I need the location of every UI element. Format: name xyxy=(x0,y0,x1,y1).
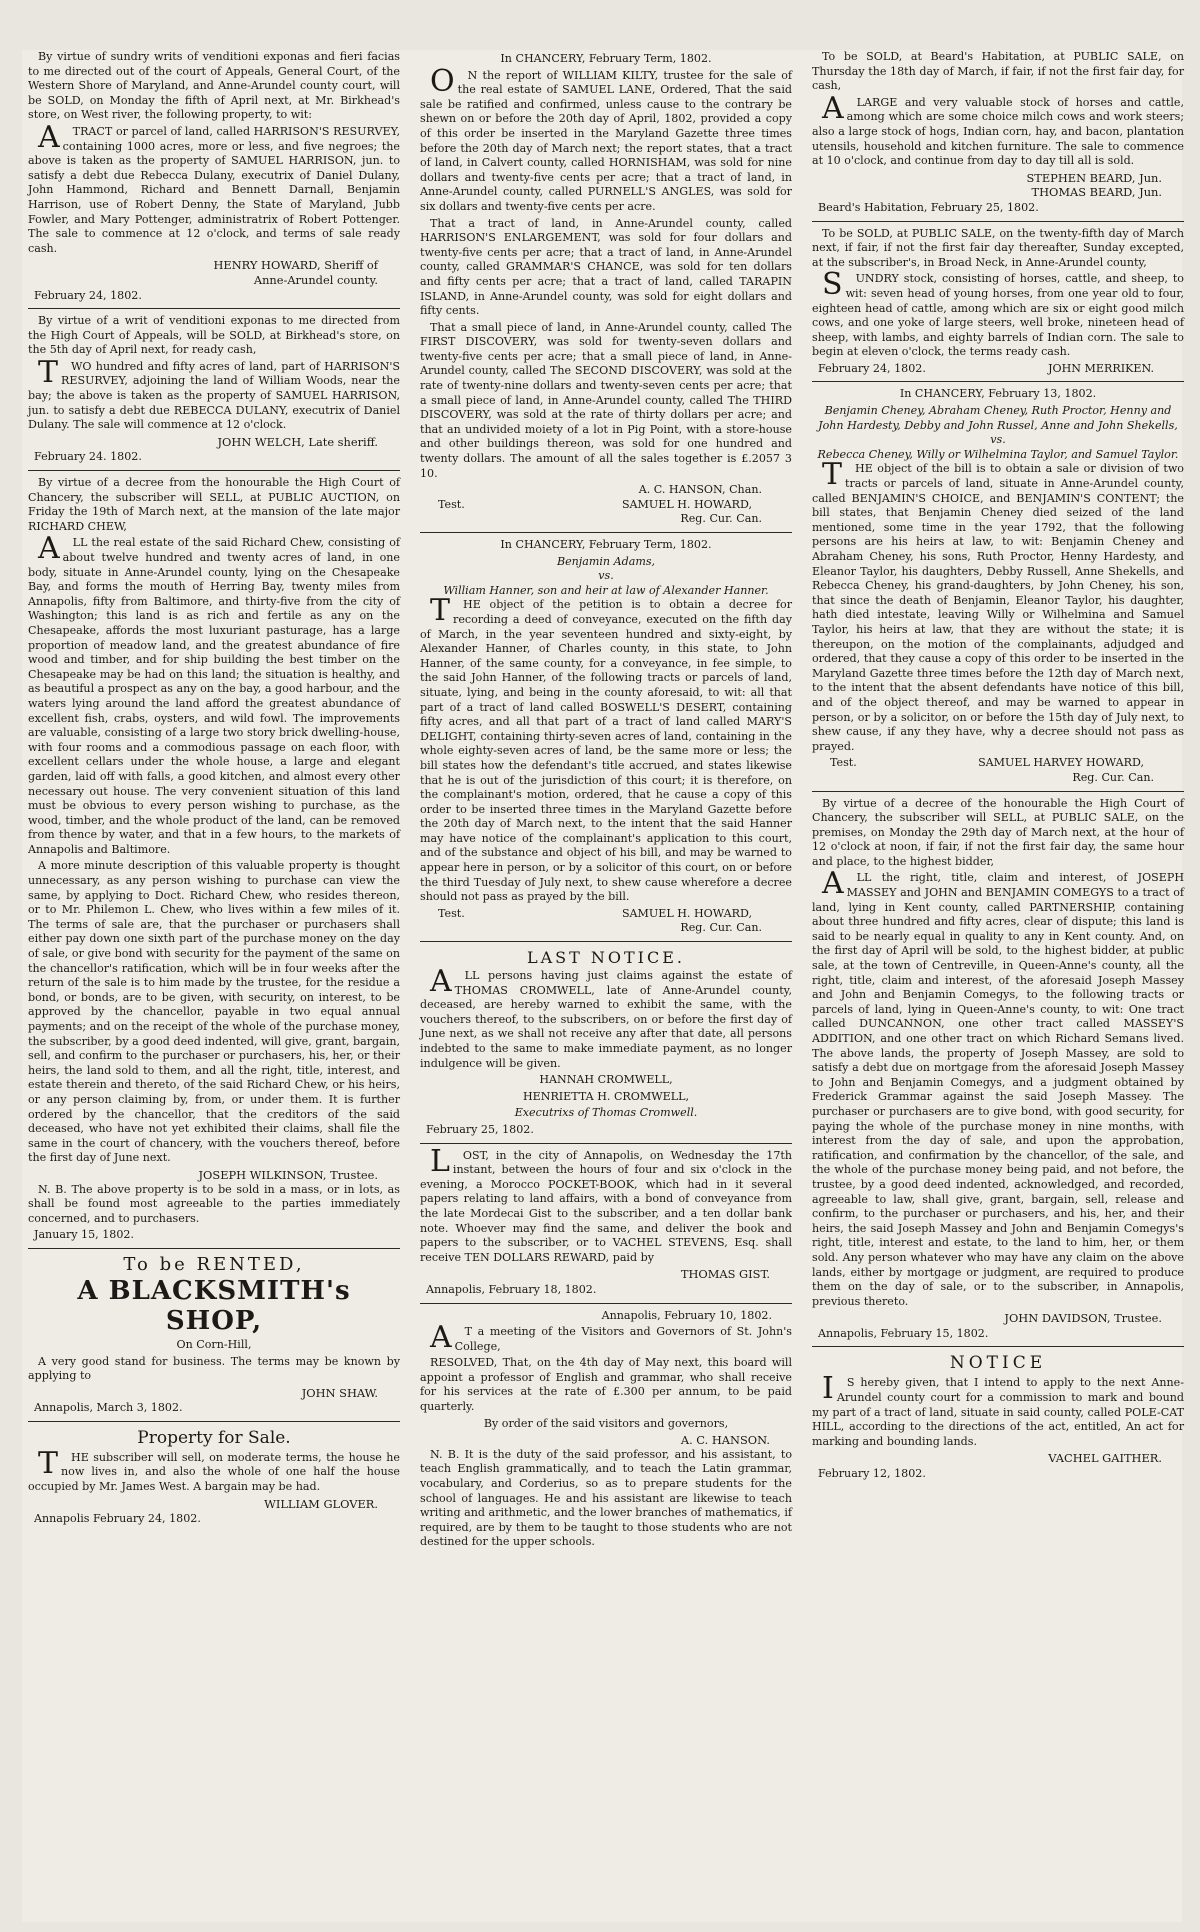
ad-note: N. B. It is the duty of the said professor, and his assistant, to teach English grammatically, and to teach the Latin grammar, vocabulary, and Corderius, so as to prepare students for the school of languages. He and his assistant are likewise to teach writing and arithmetic, and the lower branches of mathematics, if required, are by them to be taught to those students who are not destined for the upper schools. xyxy=(420,1447,792,1549)
ad-last-notice xyxy=(420,947,792,1138)
divider xyxy=(28,1421,400,1422)
ad-subheading: On Corn-Hill, xyxy=(176,1337,252,1351)
ad-date: February 24, 1802. xyxy=(818,361,926,375)
ad-date: February 12, 1802. xyxy=(818,1467,926,1481)
ad-body: O N the report of WILLIAM KILTY, trustee for the sale of the real estate of SAMUEL LANE, Ordered, That the said sale be ratified and confirmed, unless cause to the contrary be shewn on or before the 20th day of April, 1802, provided a copy of this order be inserted in the Maryland Gazette three times before the 20th day of March next; the report states, that a tract of land, in Calvert county, called HORNISHAM, was sold for nine dollars and twenty-five cents per acre; that a tract of land, in Anne-Arundel county, called PURNELL'S ANGLES, was sold for six dollars and twenty-five cents per acre. xyxy=(420,63,792,213)
ad-heading: LAST NOTICE. xyxy=(526,948,685,968)
ad-date: Annapolis, March 3, 1802. xyxy=(34,1401,183,1415)
ad-body-2: A more minute description of this valuable property is thought unnecessary, as any person wishing to purchase can view the same, by applying to Doct. Richard Chew, who resides thereon, or to Mr. Philemon L. Chew, who lives within a few miles of it. The terms of sale are, that the purchaser or purchasers shall either pay down one sixth part of the purchase money on the day of sale, or give bond with security for the payment of the same on the chancellor's ratification, which will be in four weeks after the return of the sale is to him made by the trustee, for the residue a bond, or bonds, are to be given, with security, on interest, to be approved by the chancellor, payable in two equal annual payments; and on the receipt of the whole of the purchase money, the subscriber, by a good deed indented, will give, grant, bargain, sell, and confirm to the purchaser or purchasers, his, her, or their heirs, the land sold to them, and all the right, title, interest, and estate therein and thereto, of the said Richard Chew, or his heirs, or any person claiming by, from, or under them. It is further ordered by the chancellor, that the creditors of the said deceased, who have not yet exhibited their claims, shall file the same in the court of chancery, with the vouchers thereof, before the first day of June next. xyxy=(28,859,400,1165)
ad-blacksmith-shop xyxy=(28,1254,400,1416)
divider xyxy=(28,308,400,309)
signature-title: Reg. Cur. Can. xyxy=(680,921,762,935)
test-label: Test. xyxy=(830,756,857,770)
test-line xyxy=(812,756,1184,771)
divider xyxy=(420,1143,792,1144)
ad-intro: By virtue of sundry writs of venditioni exponas and fieri facias to me directed out of the court of Appeals, General Court, of the Western Shore of Maryland, and Anne-Arundel county court, will be SOLD, on Monday the fifth of April next, at Mr. Birkhead's store, on West river, the following property, to wit: xyxy=(28,50,400,122)
ad-date: January 15, 1802. xyxy=(34,1228,134,1242)
ad-date: Annapolis February 24, 1802. xyxy=(34,1512,201,1526)
signature: JOHN SHAW. xyxy=(301,1385,378,1400)
ad-date: February 25, 1802. xyxy=(426,1122,534,1136)
signature: SAMUEL H. HOWARD, xyxy=(621,497,752,511)
signature: A. C. HANSON, Chan. xyxy=(638,483,762,497)
signature: THOMAS BEARD, Jun. xyxy=(1031,185,1162,200)
column-2 xyxy=(420,50,792,1552)
sig-line xyxy=(812,362,1184,377)
ad-intro: By virtue of a decree of the honourable the High Court of Chancery, the subscriber will SELL, at PUBLIC SALE, on the premises, on Monday the 29th day of March next, at the hour of 12 o'clock at noon, if fair, if not the first fair day, the same hour and place, to the highest bidder, xyxy=(812,796,1184,868)
ad-chancery-cheney xyxy=(812,387,1184,785)
ad-dateline: Annapolis, February 10, 1802. xyxy=(601,1308,772,1322)
divider xyxy=(28,1248,400,1249)
test-line xyxy=(420,498,792,513)
divider xyxy=(420,1303,792,1304)
ad-chancery-lane xyxy=(420,52,792,527)
signature: SAMUEL HARVEY HOWARD, xyxy=(978,756,1144,770)
ad-body: A TRACT or parcel of land, called HARRISON'S RESURVEY, containing 1000 acres, more or less, and five negroes; the above is taken as the property of SAMUEL HARRISON, jun. to satisfy a debt due Rebecca Dulany, executrix of Daniel Dulany, John Hammond, Richard and Bennett Darnall, Benjamin Harrison, use of Robert Denny, the State of Maryland, Jubb Fowler, and Mary Pottenger, administratrix of Robert Pottenger. The sale to commence at 12 o'clock, and terms of sale ready cash. xyxy=(28,119,400,255)
ad-note: N. B. The above property is to be sold in a mass, or in lots, as shall be found most agreeable to the parties immediately concerned, and to purchasers. xyxy=(28,1182,400,1225)
ad-body: L OST, in the city of Annapolis, on Wednesday the 17th instant, between the hours of four and six o'clock in the evening, a Morocco POCKET-BOOK, which had in it several papers relating to land affairs, with a bond of conveyance from the late Mordecai Gist to the subscriber, and a ten dollar bank note. Whoever may find the same, and deliver the book and papers to the subscriber, or to VACHEL STEVENS, Esq. shall receive TEN DOLLARS REWARD, paid by xyxy=(420,1143,792,1264)
ad-body: A very good stand for business. The terms may be known by applying to xyxy=(28,1354,400,1383)
signature: VACHEL GAITHER. xyxy=(1048,1451,1162,1466)
signature-title: Reg. Cur. Can. xyxy=(680,512,762,526)
column-1 xyxy=(28,50,400,1527)
ad-date: February 24, 1802. xyxy=(34,288,142,302)
signature: JOHN WELCH, Late sheriff. xyxy=(217,434,378,449)
party-defendant: Rebecca Cheney, Willy or Wilhelmina Taylor, and Samuel Taylor. xyxy=(817,447,1179,461)
ad-body: I S hereby given, that I intend to apply to the next Anne-Arundel county court for a commission to mark and bound my part of a tract of land, situate in said county, called POLE-CAT HILL, according to the directions of the act, entitled, An act for marking and bounding lands. xyxy=(812,1371,1184,1448)
ad-heading: Property for Sale. xyxy=(137,1427,291,1448)
signature-title: Executrixs of Thomas Cromwell. xyxy=(514,1106,698,1120)
divider xyxy=(420,941,792,942)
ad-massey-decree xyxy=(812,797,1184,1342)
ad-body-3: That a small piece of land, in Anne-Arundel county, called The FIRST DISCOVERY, was sold for twenty-seven dollars and twenty-five cents per acre; that a small piece of land, in Anne-Arundel county, called The SECOND DISCOVERY, was sold at the rate of twenty-nine dollars and twenty-seven cents per acre; that a small piece of land, in Anne-Arundel county, called The THIRD DISCOVERY, was sold at the rate of thirty dollars per acre; and that an undivided moiety of a lot in Pig Point, with a store-house and other buildings thereon, was sold for one hundred and twenty dollars. The amount of all the sales together is £.2057 3 10. xyxy=(420,320,792,480)
ad-st-johns-college xyxy=(420,1309,792,1551)
signature-title: Anne-Arundel county. xyxy=(253,272,378,287)
test-line xyxy=(420,907,792,922)
ad-heading: In CHANCERY, February 13, 1802. xyxy=(899,387,1097,401)
ad-lost-pocketbook xyxy=(420,1143,792,1298)
ad-date: Beard's Habitation, February 25, 1802. xyxy=(818,200,1039,214)
column-3 xyxy=(812,50,1184,1482)
divider xyxy=(812,791,1184,792)
ad-intro: To be SOLD, at Beard's Habitation, at PUBLIC SALE, on Thursday the 18th day of March, if fair, if not the first fair day, for cash, xyxy=(812,50,1184,93)
test-label: Test. xyxy=(438,906,465,920)
signature: SAMUEL H. HOWARD, xyxy=(621,906,752,920)
ad-heading: To be RENTED, xyxy=(123,1253,305,1275)
signature: JOSEPH WILKINSON, Trustee. xyxy=(198,1167,378,1182)
ad-body-2: That a tract of land, in Anne-Arundel county, called HARRISON'S ENLARGEMENT, was sold for four dollars and twenty-five cents per acre; that a tract of land, in Anne-Arundel county, called GRAMMAR'S CHANCE, was sold for ten dollars and fifty cents per acre; that a tract of land, called TARAPIN ISLAND, in Anne-Arundel county, was sold for eight dollars and fifty cents. xyxy=(420,216,792,318)
signature: A. C. HANSON. xyxy=(680,1433,770,1448)
versus-label: vs. xyxy=(990,433,1006,447)
ad-merriken-stock xyxy=(812,227,1184,377)
signature: HANNAH CROMWELL, xyxy=(539,1073,673,1087)
ad-notice-gaither xyxy=(812,1352,1184,1481)
signature: HENRY HOWARD, Sheriff of xyxy=(213,258,378,273)
ad-heading: NOTICE xyxy=(949,1353,1047,1374)
ad-date: February 24. 1802. xyxy=(34,450,142,464)
signature: WILLIAM GLOVER. xyxy=(264,1496,378,1511)
test-label: Test. xyxy=(438,497,465,511)
ad-harrison-writ xyxy=(28,314,400,465)
divider xyxy=(812,221,1184,222)
ad-intro: To be SOLD, at PUBLIC SALE, on the twenty-fifth day of March next, if fair, if not the first fair day thereafter, Sunday excepted, at the subscriber's, in Broad Neck, in Anne-Arundel county, xyxy=(812,226,1184,269)
signature: STEPHEN BEARD, Jun. xyxy=(1026,170,1162,185)
ad-body: A T a meeting of the Visitors and Governors of St. John's College, xyxy=(430,1320,792,1356)
divider xyxy=(28,470,400,471)
signature: JOHN DAVIDSON, Trustee. xyxy=(1004,1311,1162,1326)
ad-resolution: RESOLVED, That, on the 4th day of May next, this board will appoint a professor of English and grammar, who shall receive for his services at the rate of £.300 per annum, to be paid quarterly. xyxy=(420,1356,792,1414)
ad-chancery-hanner xyxy=(420,538,792,936)
divider xyxy=(812,1346,1184,1347)
party-defendant: William Hanner, son and heir at law of Alexander Hanner. xyxy=(443,583,769,597)
ad-body: T WO hundred and fifty acres of land, part of HARRISON'S RESURVEY, adjoining the land of William Woods, near the bay; the above is taken as the property of SAMUEL HARRISON, jun. to satisfy a debt due REBECCA DULANY, executrix of Daniel Dulany. The sale will commence at 12 o'clock. xyxy=(28,354,400,432)
ad-body: T HE object of the bill is to obtain a sale or division of two tracts or parcels of land, situate in Anne-Arundel county, called BENJAMIN'S CHOICE, and BENJAMIN'S CONTENT; the bill states, that Benjamin Cheney died seized of the land mentioned, some time in the year 1792, that the following persons are his heirs at law, to wit: Benjamin Cheney and Abraham Cheney, his sons, Ruth Proctor, Henny Hardesty, and Eleanor Taylor, his daughters, Debby Russell, Anne Shekells, and Rebecca Cheney, his grand-daughters, by John Cheney, his son, that since the death of Benjamin, Eleanor Taylor, his daughter, hath died intestate, leaving Willy or Wilhelmina and Samuel Taylor, his heirs at law, that they are without the state; it is thereupon, on the motion of the complainants, adjudged and ordered, that they cause a copy of this order to be inserted in the Maryland Gazette three times before the 12th day of March next, to the intent that the absent defendants have notice of this bill, and of the object thereof, and may be warned to appear in person, or by a solicitor, on or before the 15th day of July next, to shew cause, if any they have, why a decree should not pass as prayed. xyxy=(812,457,1184,753)
ad-heading: In CHANCERY, February Term, 1802. xyxy=(500,52,712,65)
ad-body: A LL persons having just claims against the estate of THOMAS CROMWELL, late of Anne-Arundel county, deceased, are hereby warned to exhibit the same, with the vouchers thereof, to the subscribers, on or before the first day of June next, as we shall not receive any after that date, all persons indebted to the same to make immediate payment, as no longer indulgence will be given. xyxy=(420,964,792,1070)
signature: HENRIETTA H. CROMWELL, xyxy=(522,1089,690,1103)
ad-body: T HE object of the petition is to obtain a decree for recording a deed of conveyance, executed on the fifth day of March, in the year seventeen hundred and sixty-eight, by Alexander Hanner, of Charles county, in this state, to John Hanner, of the same county, for a conveyance, in fee simple, to the said John Hanner, of the following tracts or parcels of land, situate, lying, and being in the county aforesaid, to wit: all that part of a tract of land called BOSWELL'S DESERT, containing fifty acres, and all that part of a tract of land called MARY'S DELIGHT, containing thirty-seven acres of land, containing in the whole eighty-seven acres of land, be the same more or less; the bill states how the defendant's title accrued, and states likewise that he is out of the jurisdiction of this court; it is therefore, on the complainant's motion, ordered, that he cause a copy of this order to be inserted three times in the Maryland Gazette before the 20th day of March next, to the intent that the said Hanner may have notice of the complainant's application to this court, and of the substance and object of his bill, and may be warned to appear here in person, or by a solicitor of this court, on or before the third Tuesday of July next, to shew cause wherefore a decree should not pass as prayed by the bill. xyxy=(420,593,792,904)
ad-body: A LL the real estate of the said Richard Chew, consisting of about twelve hundred and twenty acres of land, in one body, situate in Anne-Arundel county, lying on the Chesapeake Bay, and forms the mouth of Herring Bay, twenty miles from Annapolis, fifty from Baltimore, and thirty-five from the city of Washington; this land is as rich and fertile as any on the Chesapeake, affords the most luxuriant pasturage, has a large proportion of meadow land, and the greatest abundance of fire wood and timber, and for ship building the best timber on the Chesapeake may be had on this land; the situation is healthy, and as beautiful a prospect as any on the bay, a good harbour, and the waters lying around the land afford the greatest abundance of excellent fish, crabs, oysters, and wild fowl. The improvements are valuable, consisting of a large two story brick dwelling-house, with four rooms and a commodious passage on each floor, with excellent cellars under the whole house, a large and elegant garden, laid off with falls, a good kitchen, and almost every other necessary out house. The very convenient situation of this land must be obvious to every person wishing to purchase, as the wood, timber, and the whole product of the land, can be removed from thence by water, and that in a few hours, to the markets of Annapolis and Baltimore. xyxy=(28,531,400,856)
ad-harrison-resurvey xyxy=(28,50,400,303)
ad-body: S UNDRY stock, consisting of horses, cattle, and sheep, to wit: seven head of young horses, from one year old to four, eighteen head of cattle, among which are six or eight good milch cows, and one yoke of large steers, well broke, nineteen head of sheep, with lambs, and eighty barrels of Indian corn. The sale to begin at eleven o'clock, the terms ready cash. xyxy=(812,267,1184,359)
newspaper-page xyxy=(22,50,1182,1922)
divider xyxy=(420,532,792,533)
ad-date: Annapolis, February 18, 1802. xyxy=(426,1282,597,1296)
ad-heading-large: A BLACKSMITH's SHOP, xyxy=(77,1275,351,1336)
ad-intro: By virtue of a decree from the honourable the High Court of Chancery, the subscriber will SELL, at PUBLIC AUCTION, on Friday the 19th of March next, at the mansion of the late major RICHARD CHEW, xyxy=(28,476,400,533)
party-plaintiff: Benjamin Adams, xyxy=(556,554,656,568)
ad-date: Annapolis, February 15, 1802. xyxy=(818,1326,989,1340)
signature-title: Reg. Cur. Can. xyxy=(1072,770,1154,784)
party-plaintiff: Benjamin Cheney, Abraham Cheney, Ruth Proctor, Henny and John Hardesty, Debby and John Russel, Anne and John Shekells, xyxy=(818,404,1178,432)
ad-intro: By virtue of a writ of venditioni exponas to me directed from the High Court of Appeals, will be SOLD, at Birkhead's store, on the 5th day of April next, for ready cash, xyxy=(28,314,400,357)
signature: THOMAS GIST. xyxy=(680,1267,770,1282)
ad-body: A LL the right, title, claim and interest, of JOSEPH MASSEY and JOHN and BENJAMIN COMEGYS to a tract of land, lying in Kent county, called PARTNERSHIP, containing about three hundred and fifty acres, clear of dispute; this land is said to be nearly equal in quality to any in Kent county. And, on the first day of April will be sold, to the highest bidder, at public sale, at the town of Centreville, in Queen-Anne's county, all the right, title, claim and interest, of the aforesaid Joseph Massey and John and Benjamin Comegys, to the following tracts or parcels of land, lying in Queen-Anne's county, to wit: One tract called DUNCANNON, one other tract called MASSEY'S ADDITION, and one other tract on which Richard Semans lived. The above lands, the property of Joseph Massey, are sold to satisfy a debt due on mortgage from the aforesaid Joseph Massey to John and Benjamin Comegys, and a judgment obtained by Frederick Grammar against the said Joseph Massey. The purchaser or purchasers are to give bond, with good security, for paying the whole of the purchase money in nine months, with interest from the day of sale, and upon the approbation, ratification, and confirmation by the chancellor, of the sale, and the whole of the purchase money being paid, and not before, the trustee, by a good deed indented, acknowledged, and recorded, agreeable to law, shall give, grant, bargain, sell, release and confirm, to the purchaser or purchasers, and his, her, and their heirs, the said Joseph Massey and John and Benjamin Comegys's right, title, interest and estate, to the land to him, her, or them sold. Any person whatever who may have any claim on the above lands, either by mortgage or judgment, are required to produce them on the day of sale, or to the subscriber, in Annapolis, previous thereto. xyxy=(812,866,1184,1308)
ad-heading: In CHANCERY, February Term, 1802. xyxy=(500,538,712,551)
ad-beards-habitation xyxy=(812,50,1184,216)
divider xyxy=(812,381,1184,382)
ad-body: A LARGE and very valuable stock of horses and cattle, among which are some choice milch cows and work steers; also a large stock of hogs, Indian corn, hay, and bacon, plantation utensils, household and kitchen furniture. The sale to commence at 10 o'clock, and continue from day to day till all is sold. xyxy=(812,90,1184,168)
ad-order-line: By order of the said visitors and governors, xyxy=(483,1416,729,1430)
versus-label: vs. xyxy=(598,569,614,583)
signature: JOHN MERRIKEN. xyxy=(1048,361,1154,375)
ad-body: T HE subscriber will sell, on moderate terms, the house he now lives in, and also the whole of one half the house occupied by Mr. James West. A bargain may be had. xyxy=(28,1445,400,1494)
ad-property-for-sale xyxy=(28,1427,400,1527)
ad-chew-estate xyxy=(28,476,400,1243)
